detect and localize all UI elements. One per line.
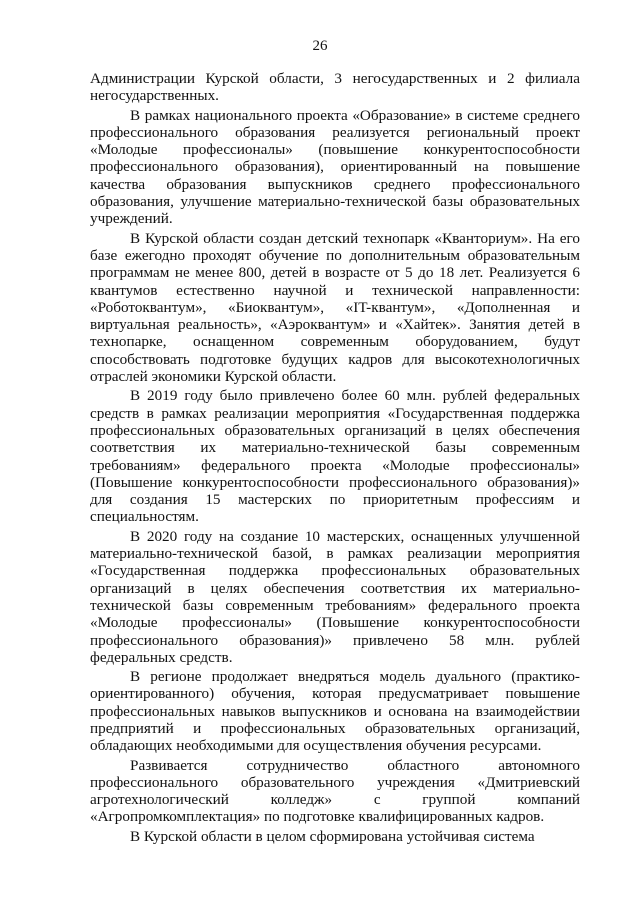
paragraph: Развивается сотрудничество областного автономного профессионального образовательного учреждения «Дмитриевский агротехнологический колледж» с группой компаний «Агропромкомплектация» по подготовке квалифицированных кадров.	[90, 756, 580, 826]
paragraph: Администрации Курской области, 3 негосударственных и 2 филиала негосударственных.	[90, 70, 580, 105]
paragraph: В Курской области в целом сформирована устойчивая система	[130, 827, 535, 845]
page-number: 26	[312, 38, 328, 54]
paragraph: В 2019 году было привлечено более 60 млн. рублей федеральных средств в рамках реализации мероприятия «Государственная поддержка профессиональных образовательных организаций в целях обеспечения соответствия их материально-технической базы современным требованиям» федерального проекта «Молодые профессионалы» (Повышение конкурентоспособности профессионального образования)» для создания 15 мастерских по приоритетным профессиям и специальностям.	[90, 387, 580, 526]
paragraph: В Курской области создан детский технопарк «Кванториум». На его базе ежегодно проходят обучение по дополнительным образовательным программам не менее 800, детей в возрасте от 5 до 18 лет. Реализуется 6 квантумов естественно научной и технической направленности: «Роботоквантум», «Биоквантум», «IT-квантум», «Дополненная и виртуальная реальность», «Аэроквантум» и «Хайтек». Занятия детей в технопарке, оснащенном современным оборудованием, будут способствовать подготовке будущих кадров для высокотехнологичных отраслей экономики Курской области.	[90, 229, 580, 386]
body-text	[90, 70, 580, 845]
paragraph: В регионе продолжает внедряться модель дуального (практико-ориентированного) обучения, которая предусматривает повышение профессиональных навыков выпускников и основана на взаимодействии предприятий и профессиональных образовательных организаций, обладающих необходимыми для осуществления обучения ресурсами.	[90, 668, 580, 755]
paragraph: В 2020 году на создание 10 мастерских, оснащенных улучшенной материально-технической базой, в рамках реализации мероприятия «Государственная поддержка профессиональных образовательных организаций в целях обеспечения соответствия их материально-технической базы современным требованиям» федерального проекта «Молодые профессионалы» (Повышение конкурентоспособности профессионального образования)» привлечено 58 млн. рублей федеральных средств.	[90, 527, 580, 666]
paragraph: В рамках национального проекта «Образование» в системе среднего профессионального образования реализуется региональный проект «Молодые профессионалы» (повышение конкурентоспособности профессионального образования), ориентированный на повышение качества образования выпускников среднего профессионального образования, улучшение материально-технической базы образовательных учреждений.	[90, 106, 580, 228]
